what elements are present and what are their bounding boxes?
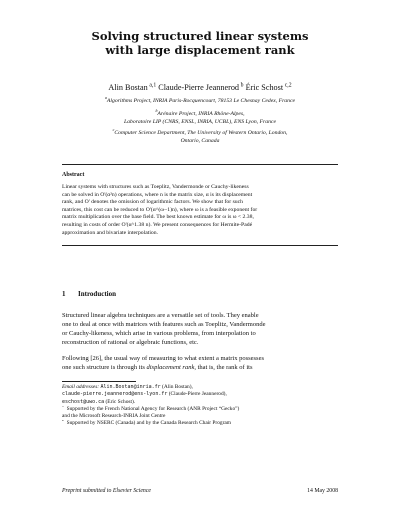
preprint-date: 14 May 2008 (307, 488, 338, 494)
emphasized-term: displacement rank (146, 363, 195, 371)
footnote-emails (62, 391, 338, 398)
section-number: 1 (62, 290, 66, 298)
author-mark: c,2 (284, 82, 292, 89)
email-link[interactable]: eschost@uwo.ca (62, 398, 105, 405)
footnote-1-cont: and the Microsoft Research-INRIA Joint Centre (62, 413, 166, 420)
paragraph-line: Structured linear algebra techniques are a versatile set of tools. They enable (62, 312, 259, 319)
footnote-rule (62, 381, 136, 382)
email-owner: (Claude-Pierre Jeannerod), (168, 391, 227, 398)
paragraph (62, 355, 338, 373)
footnote-2 (62, 420, 338, 427)
author-name: Alin Bostan (108, 83, 148, 92)
abstract-top-rule (62, 164, 338, 165)
abstract-line: matrix multiplication over the base field. The best known estimate for ω is ω < 2.38, (62, 214, 254, 221)
email-link[interactable]: claude-pierre.jeannerod@ens-lyon.fr (62, 391, 168, 398)
footnote-1 (62, 406, 338, 413)
footnote-text: Supported by the French National Agency for Research (ANR Project “Gecko”) (66, 405, 240, 412)
paragraph-line: reconstruction of rational or algebraic functions, etc. (62, 338, 199, 346)
footnote-emails (62, 384, 338, 391)
abstract-line: approximation and bivariate interpolation. (62, 229, 159, 236)
paragraph-line (62, 364, 338, 373)
section-heading (62, 290, 116, 298)
author-name: Éric Schost (245, 83, 284, 92)
text-run: , that is, the rank of its (194, 363, 253, 371)
title-line-2: with large displacement rank (105, 43, 295, 57)
abstract-line: resulting in costs of order O'(α^1.38 n). We present consequences for Hermite-Padé (62, 221, 253, 228)
footnote-mark: 1 (62, 405, 64, 409)
footnote-text: Supported by NSERC (Canada) and by the Canada Research Chair Program (66, 420, 231, 427)
abstract-line: can be solved in O'(α²n) operations, where n is the matrix size, α is its displacement (62, 191, 253, 198)
title-line-1: Solving structured linear systems (91, 29, 309, 43)
paper-title (0, 29, 400, 57)
paragraph (62, 312, 338, 348)
affiliation-a (0, 95, 400, 106)
affiliation-mark: c (112, 127, 115, 133)
footnote-mark: 2 (62, 420, 64, 423)
affiliation-text: Laboratoire LIP (CNRS, ENSL, INRIA, UCBL), ENS Lyon, France (124, 118, 276, 125)
email-link[interactable]: Alin.Bostan@inria.fr (100, 384, 161, 390)
email-label: Email addresses: (62, 384, 100, 390)
abstract-bottom-rule (62, 245, 338, 246)
abstract-body (62, 184, 338, 237)
affiliation-text: Ontario, Canada (180, 137, 220, 144)
abstract-line: rank, and O' denotes the omission of logarithmic factors. We show that for such (62, 199, 243, 206)
preprint-note: Preprint submitted to Elsevier Science (62, 488, 151, 494)
paragraph-line: one to deal at once with matrices with features such as Toeplitz, Vandermonde (62, 320, 266, 328)
author-mark: b (240, 82, 244, 89)
abstract-line: Linear systems with structures such as Toeplitz, Vandermonde or Cauchy-likeness (62, 184, 249, 190)
footnotes (62, 384, 338, 428)
affiliation-b (0, 108, 400, 126)
affiliation-c (0, 127, 400, 145)
section-title: Introduction (78, 290, 116, 298)
author-mark: a,1 (149, 82, 157, 89)
email-owner: (Éric Schost). (105, 398, 136, 405)
email-owner: (Alin Bostan), (162, 384, 193, 390)
text-run: one such structure is through its (62, 363, 147, 371)
affiliation-text: Algorithms Project, INRIA Paris-Rocquencourt, 78153 Le Chesnay Cedex, France (106, 98, 296, 104)
author-list (0, 83, 400, 92)
affiliation-text: Computer Science Department, The University of Western Ontario, London, (114, 130, 288, 136)
paragraph-line: or Cauchy-likeness, which arise in various problems, from interpolation to (62, 329, 256, 337)
affiliation-mark: a (104, 95, 107, 101)
abstract-line: matrices, this cost can be reduced to O'(α^(ω−1)n), where ω is a feasible exponent for (62, 206, 258, 213)
abstract-heading: Abstract (62, 172, 85, 178)
affiliation-text: Arénaire Project, INRIA Rhône-Alpes, (157, 111, 245, 117)
affiliation-mark: b (155, 108, 158, 114)
author-name: Claude-Pierre Jeannerod (158, 83, 240, 92)
paragraph-line: Following [26], the usual way of measuring to what extent a matrix possesses (62, 355, 265, 362)
